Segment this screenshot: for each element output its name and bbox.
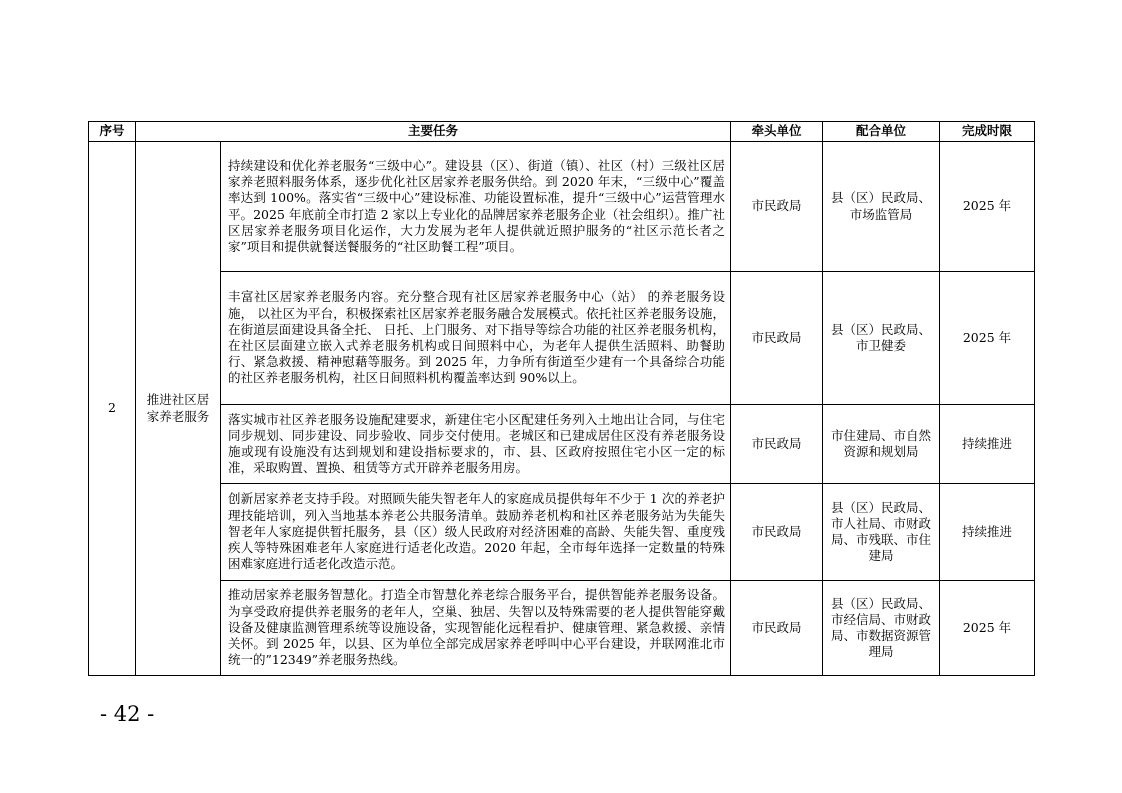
table-row bbox=[89, 405, 1035, 484]
table-row bbox=[89, 272, 1035, 405]
coop-cell: 县（区）民政局、市经信局、市财政局、市数据资源管理局 bbox=[823, 581, 940, 676]
deadline-cell: 持续推进 bbox=[940, 484, 1035, 581]
lead-cell: 市民政局 bbox=[731, 405, 823, 484]
coop-cell: 县（区）民政局、市场监管局 bbox=[823, 142, 940, 272]
row-category: 推进社区居家养老服务 bbox=[136, 142, 221, 676]
page-number: - 42 - bbox=[100, 702, 155, 726]
deadline-cell: 2025 年 bbox=[940, 581, 1035, 676]
task-cell: 推动居家养老服务智慧化。打造全市智慧化养老综合服务平台，提供智能养老服务设备。为享受政府提供养老服务的老年人，空巢、独居、失智以及特殊需要的老人提供智能穿戴设备及健康监测管理系统等设施设备，实现智能化远程看护、健康管理、紧急救援、亲情关怀。到 2025 年，以县、区为单位全部完成居家养老呼叫中心平台建设，并联网淮北市统一的”12349”养老服务热线。 bbox=[221, 581, 731, 676]
deadline-cell: 持续推进 bbox=[940, 405, 1035, 484]
task-cell: 落实城市社区养老服务设施配建要求，新建住宅小区配建任务列入土地出让合同，与住宅同步规划、同步建设、同步验收、同步交付使用。老城区和已建成居住区没有养老服务设施或现有设施没有达到规划和建设指标要求的，市、县、区政府按照住宅小区一定的标准，采取购置、置换、租赁等方式开辟养老服务用房。 bbox=[221, 405, 731, 484]
coop-cell: 县（区）民政局、市卫健委 bbox=[823, 272, 940, 405]
coop-cell: 市住建局、市自然资源和规划局 bbox=[823, 405, 940, 484]
header-coop: 配合单位 bbox=[823, 122, 940, 142]
deadline-cell: 2025 年 bbox=[940, 142, 1035, 272]
coop-cell: 县（区）民政局、市人社局、市财政局、市残联、市住建局 bbox=[823, 484, 940, 581]
header-deadline: 完成时限 bbox=[940, 122, 1035, 142]
table-header-row bbox=[89, 122, 1035, 142]
table-row bbox=[89, 484, 1035, 581]
lead-cell: 市民政局 bbox=[731, 484, 823, 581]
table-row bbox=[89, 142, 1035, 272]
lead-cell: 市民政局 bbox=[731, 142, 823, 272]
lead-cell: 市民政局 bbox=[731, 581, 823, 676]
task-cell: 丰富社区居家养老服务内容。充分整合现有社区居家养老服务中心（站） 的养老服务设施， 以社区为平台，积极探索社区居家养老服务融合发展模式。依托社区养老服务设施，在街道层面建设具备全托、 日托、上门服务、对下指导等综合功能的社区养老服务机构，在社区层面建立嵌入式养老服务机构或日间照料中心，为老年人提供生活照料、助餐助行、紧急救援、精神慰藉等服务。到 2025 年，力争所有街道至少建有一个具备综合功能的社区养老服务机构，社区日间照料机构覆盖率达到 90%以上。 bbox=[221, 272, 731, 405]
header-task: 主要任务 bbox=[136, 122, 731, 142]
table-row bbox=[89, 581, 1035, 676]
header-seq: 序号 bbox=[89, 122, 136, 142]
deadline-cell: 2025 年 bbox=[940, 272, 1035, 405]
header-lead: 牵头单位 bbox=[731, 122, 823, 142]
lead-cell: 市民政局 bbox=[731, 272, 823, 405]
row-seq: 2 bbox=[89, 142, 136, 676]
task-cell: 持续建设和优化养老服务“三级中心”。建设县（区）、街道（镇）、社区（村）三级社区居家养老照料服务体系，逐步优化社区居家养老服务供给。到 2020 年末，“三级中心”覆盖率达到 100%。落实省“三级中心”建设标准、功能设置标准，提升“三级中心”运营管理水平。2025 年底前全市打造 2 家以上专业化的品牌居家养老服务企业（社会组织）。推广社区居家养老服务项目化运作，大力发展为老年人提供就近照护服务的“社区示范长者之家”项目和提供就餐送餐服务的“社区助餐工程”项目。 bbox=[221, 142, 731, 272]
policy-task-table bbox=[88, 121, 1035, 676]
task-cell: 创新居家养老支持手段。对照顾失能失智老年人的家庭成员提供每年不少于 1 次的养老护理技能培训，列入当地基本养老公共服务清单。鼓励养老机构和社区养老服务站为失能失智老年人家庭提供暂托服务，县（区）级人民政府对经济困难的高龄、失能失智、重度残疾人等特殊困难老年人家庭进行适老化改造。2020 年起，全市每年选择一定数量的特殊困难家庭进行适老化改造示范。 bbox=[221, 484, 731, 581]
